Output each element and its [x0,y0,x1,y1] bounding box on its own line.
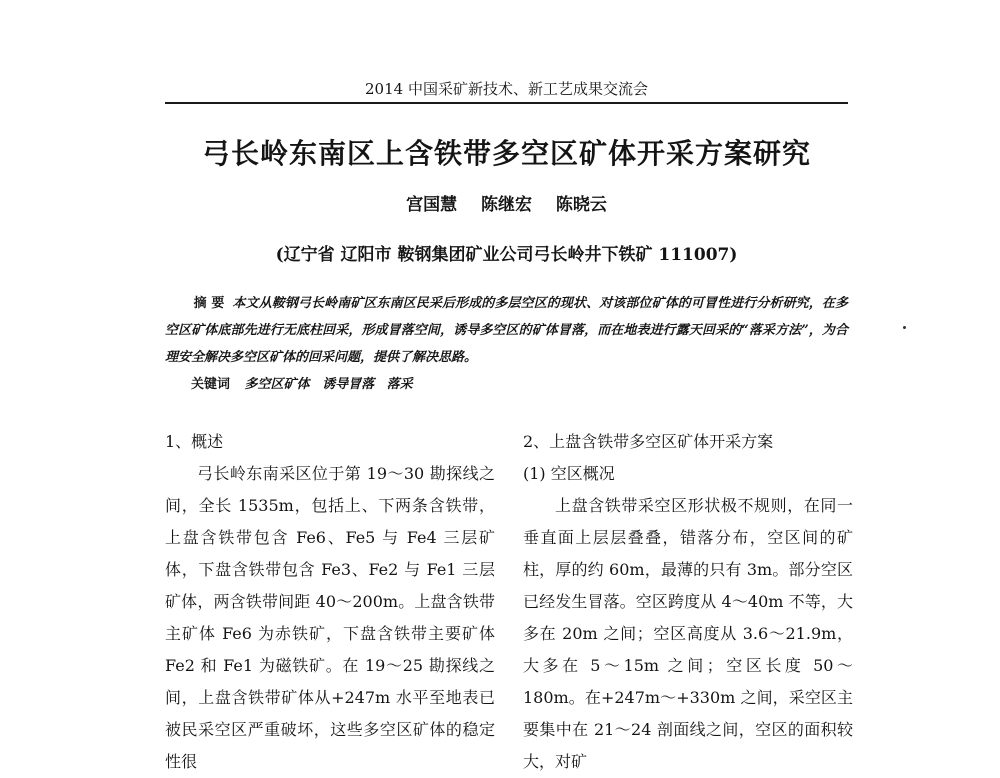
keyword-2: 诱导冒落 [322,377,375,392]
section-heading-mining-plan: 2、上盘含铁带多空区矿体开采方案 [523,432,774,451]
cavity-paragraph: 上盘含铁带采空区形状极不规则，在同一垂直面上层层叠叠，错落分布，空区间的矿柱，厚的约 60m，最薄的只有 3m。部分空区已经发生冒落。空区跨度从 4～40m 不等，大多在 20m 之间；空区高度从 3.6～21.9m，大多在 5～15m 之间；空区长度 50～180m。在+247m～+330m 之间，采空区主要集中在 21～24 剖面线之间，空区的面积较大，对矿 [523,496,853,771]
keywords-label: 关键词 [191,377,231,392]
section-heading-overview: 1、概述 [165,432,224,451]
subsection-heading-cavity: (1) 空区概况 [523,464,615,483]
right-column [523,426,853,778]
author-2: 陈继宏 [481,195,532,215]
author-3: 陈晓云 [555,195,607,215]
abstract-text: 本文从鞍钢弓长岭南矿区东南区民采后形成的多层空区的现状、对该部位矿体的可冒性进行分析研究，在多空区矿体底部先进行无底柱回采，形成冒落空间，诱导多空区的矿体冒落，而在地表进行露天回采的“落采方法”，为合理安全解决多空区矿体的回采问题，提供了解决思路。 [165,296,848,365]
header-rule [165,102,848,104]
scan-speck [903,326,906,329]
affiliation: (辽宁省 辽阳市 鞍钢集团矿业公司弓长岭井下铁矿 111007) [275,245,738,265]
running-header: 2014 中国采矿新技术、新工艺成果交流会 [365,80,648,98]
paper-title: 弓长岭东南区上含铁带多空区矿体开采方案研究 [201,137,811,170]
keyword-1: 多空区矿体 [244,377,310,392]
abstract-label: 摘 要 [193,296,225,311]
author-list [165,190,848,215]
keywords [191,371,848,398]
keyword-3: 落采 [386,377,413,392]
author-1: 宫国慧 [406,195,458,215]
abstract [165,290,848,371]
overview-paragraph: 弓长岭东南采区位于第 19～30 勘探线之间，全长 1535m，包括上、下两条含铁带，上盘含铁带包含 Fe6、Fe5 与 Fe4 三层矿体，下盘含铁带包含 Fe3、Fe2 与 Fe1 三层矿体，两含铁带间距 40～200m。上盘含铁带主矿体 Fe6 为赤铁矿，下盘含铁带主要矿体 Fe2 和 Fe1 为磁铁矿。在 19～25 勘探线之间，上盘含铁带矿体从+247m 水平至地表已被民采空区严重破坏，这些多空区矿体的稳定性很 [165,464,495,771]
left-column [165,426,495,778]
